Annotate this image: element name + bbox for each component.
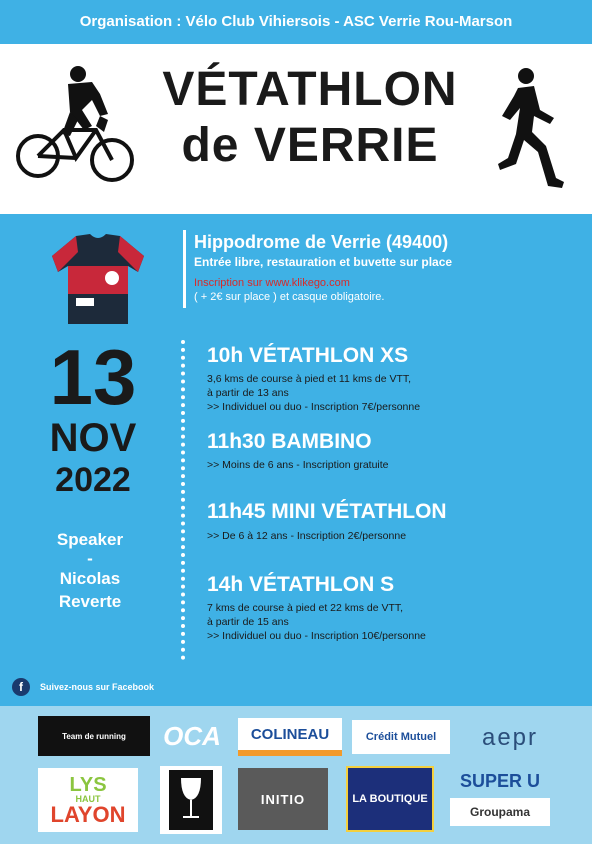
sponsor-groupama-text: Groupama [469,805,530,819]
sponsor-credit-mutuel-text: Crédit Mutuel [365,731,437,743]
event-bambino-title: 11h30 BAMBINO [207,430,372,453]
sponsor-oca-logo [160,716,224,756]
sponsor-layon-text: LAYON [50,801,126,827]
sponsor-initio-text: INITIO [260,791,306,807]
sponsor-wine-logo [160,766,222,834]
event-xs-line: >> Individuel ou duo - Inscription 7€/personne [207,401,421,413]
event-mini-line: >> De 6 à 12 ans - Inscription 2€/personne [207,530,407,542]
event-mini-title: 11h45 MINI VÉTATHLON [207,500,447,523]
speaker-last-name: Reverte [58,592,122,611]
sponsor-aepr-text: aepr [481,724,539,751]
event-s-line: à partir de 15 ans [207,616,289,628]
venue-divider [183,230,186,308]
organisation-banner: Organisation : Vélo Club Vihiersois - ASC Verrie Rou-Marson [0,0,592,44]
facebook-text[interactable]: Suivez-nous sur Facebook [40,682,155,692]
sponsor-colineau-logo [238,718,342,756]
event-s-title: 14h VÉTATHLON S [207,573,395,596]
header [0,44,592,214]
sponsor-aepr-logo [470,720,550,756]
venue-note: ( + 2€ sur place ) et casque obligatoire. [194,291,385,303]
speaker-dash: - [87,549,93,568]
event-title [150,63,470,172]
sponsor-lys-text: LYS [69,773,107,796]
venue-subtitle: Entrée libre, restauration et buvette sur place [194,255,453,269]
event-bambino-line: >> Moins de 6 ans - Inscription gratuite [207,459,389,471]
speaker-label: Speaker [56,530,124,549]
event-xs-title: 10h VÉTATHLON XS [207,344,409,367]
sponsor-running-text: Team de running [62,731,126,741]
title-line2: de VERRIE [181,119,439,172]
facebook-icon[interactable]: f [12,678,30,696]
wine-glass-icon [169,770,213,830]
title-line1: VÉTATHLON [162,63,458,116]
event-s-line: 7 kms de course à pied et 22 kms de VTT, [207,602,404,614]
sponsor-oca-text: OCA [163,720,221,751]
sponsor-groupama-logo [450,798,550,826]
date-year: 2022 [55,461,131,499]
sponsor-boutique-logo [346,766,434,832]
event-s-line: >> Individuel ou duo - Inscription 10€/personne [207,630,426,642]
dotted-divider [181,340,185,660]
jersey-icon [48,232,148,328]
sponsor-boutique-text: LA BOUTIQUE [352,793,428,805]
registration-link[interactable]: Inscription sur www.klikego.com [194,277,350,289]
venue-name: Hippodrome de Verrie (49400) [194,232,449,252]
cyclist-icon [12,64,138,188]
speaker-first-name: Nicolas [59,569,121,588]
event-xs-line: 3,6 kms de course à pied et 11 kms de VTT, [207,373,412,385]
sponsor-super-u-logo [450,768,550,794]
sponsor-haut-text: HAUT [75,793,101,804]
date-month: NOV [49,416,137,460]
runner-icon [494,66,568,192]
event-xs-line: à partir de 13 ans [207,387,289,399]
sponsor-lys-haut-layon-logo [38,768,138,832]
sponsor-credit-mutuel-logo [352,720,450,754]
sponsor-running-logo [38,716,150,756]
sponsor-super-u-text: SUPER U [459,770,540,791]
sponsor-initio-logo [238,768,328,830]
sponsor-colineau-text: COLINEAU [250,725,330,743]
speaker-block [30,528,150,613]
date-day: 13 [49,333,137,421]
